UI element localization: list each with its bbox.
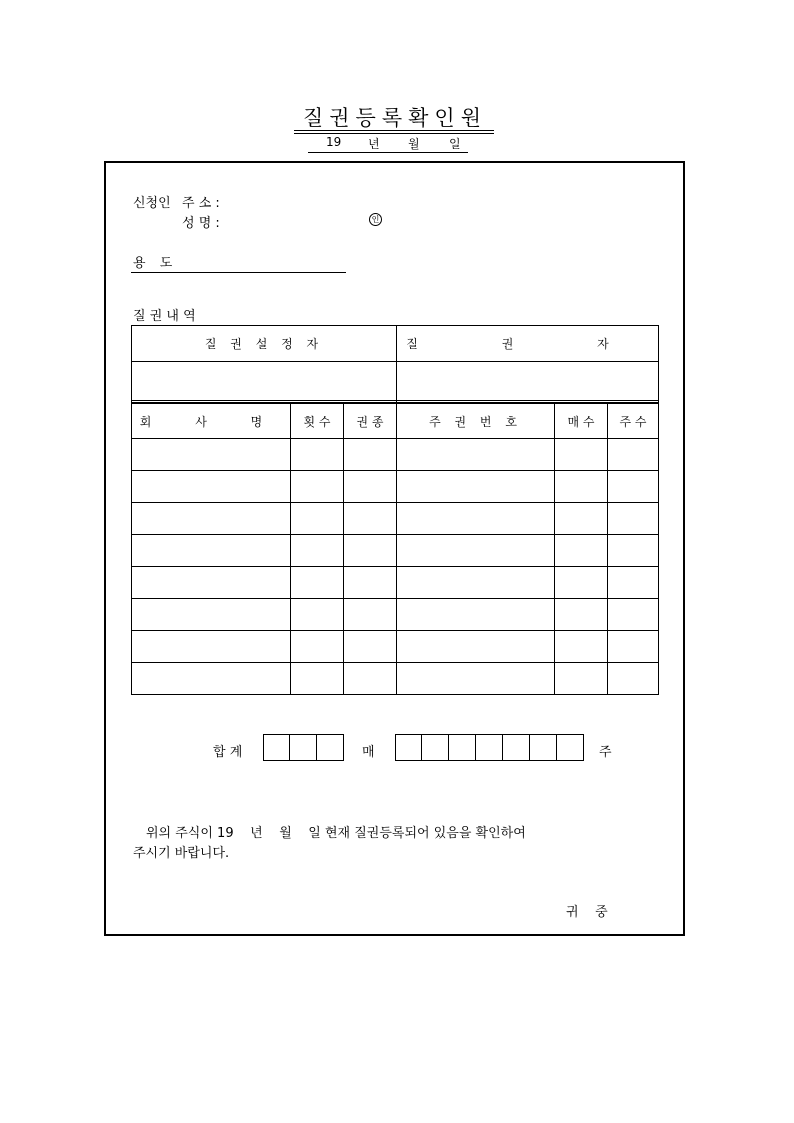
total-sheets-boxes[interactable]	[263, 734, 344, 761]
table-row[interactable]	[132, 567, 659, 599]
col-certificate-number: 주 권 번 호	[397, 404, 555, 439]
table-separator-line	[131, 400, 659, 401]
pledge-details-label: 질 권 내 역	[133, 309, 196, 324]
table-row[interactable]	[132, 503, 659, 535]
table-row[interactable]	[132, 471, 659, 503]
purpose-field-line[interactable]	[131, 272, 346, 273]
col-count: 횟 수	[291, 404, 344, 439]
pledge-setter-cell[interactable]	[132, 362, 397, 403]
name-label: 성 명 :	[182, 216, 220, 231]
total-label: 합 계	[213, 745, 243, 760]
addressee-label: 귀 중	[566, 905, 608, 920]
pledge-parties-table	[131, 325, 659, 403]
purpose-label: 용 도	[133, 256, 178, 271]
title-underline-double	[294, 133, 494, 134]
statement-line-1: 위의 주식이 19 년 월 일 현재 질권등록되어 있음을 확인하여	[146, 826, 526, 841]
applicant-label: 신청인	[133, 196, 171, 211]
date-underline	[308, 152, 468, 153]
issue-date	[322, 135, 467, 151]
date-day-unit: 일	[449, 137, 461, 151]
statement-line-2: 주시기 바랍니다.	[133, 846, 230, 861]
col-company-name: 회 사 명	[132, 404, 291, 439]
sheets-unit: 매	[362, 745, 375, 760]
total-shares-boxes[interactable]	[395, 734, 584, 761]
address-label: 주 소 :	[182, 196, 220, 211]
stock-details-table	[131, 403, 659, 695]
table-row[interactable]	[132, 439, 659, 471]
title-underline	[294, 130, 494, 131]
date-year-unit: 년	[368, 137, 380, 151]
table-row[interactable]	[132, 663, 659, 695]
pledge-holder-header: 질 권 자	[397, 326, 659, 362]
table-row[interactable]	[132, 631, 659, 663]
col-sheets: 매 수	[555, 404, 608, 439]
date-year: 19	[326, 135, 342, 149]
date-month-unit: 월	[408, 137, 420, 151]
seal-mark: 인	[369, 213, 382, 226]
table-row[interactable]	[132, 535, 659, 567]
shares-unit: 주	[599, 745, 612, 760]
pledge-holder-cell[interactable]	[397, 362, 659, 403]
table-row[interactable]	[132, 599, 659, 631]
document-title: 질권등록확인원	[302, 106, 487, 130]
pledge-setter-header: 질 권 설 정 자	[132, 326, 397, 362]
col-certificate-type: 권 종	[344, 404, 397, 439]
col-shares: 주 수	[608, 404, 659, 439]
